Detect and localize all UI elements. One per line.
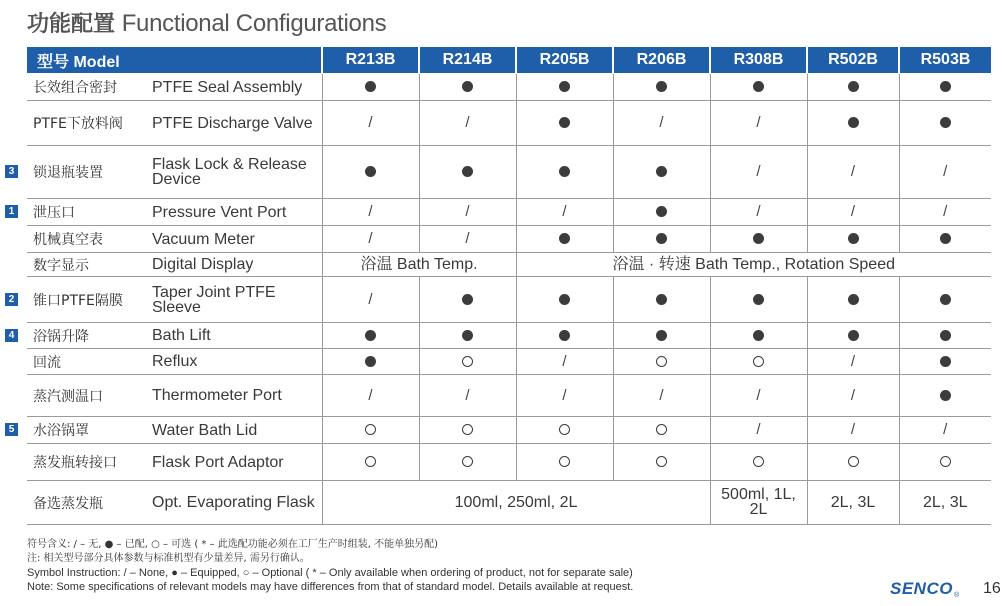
slash-icon: / [756, 203, 761, 220]
none-symbol [613, 375, 710, 417]
slash-icon: / [850, 352, 856, 370]
slash-icon: / [368, 386, 373, 404]
filled-dot-icon [940, 356, 951, 367]
model-col-header: R206B [613, 47, 710, 74]
slash-icon: / [368, 203, 373, 220]
equipped-symbol [807, 101, 899, 146]
feature-name-zh: 浴锅升降 [27, 323, 152, 349]
slash-icon: / [465, 203, 470, 220]
none-symbol [516, 375, 613, 417]
section-marker: 4 [5, 329, 18, 342]
feature-name-zh: 蒸发瓶转接口 [27, 444, 152, 481]
optional-symbol [613, 349, 710, 375]
filled-dot-icon [559, 330, 570, 341]
slash-icon: / [943, 203, 948, 220]
filled-dot-icon [753, 233, 764, 244]
page-title [27, 9, 386, 39]
equipped-symbol [807, 323, 899, 349]
optional-symbol [419, 349, 516, 375]
none-symbol [710, 101, 807, 146]
feature-name-zh: PTFE下放料阀 [27, 101, 152, 146]
slash-icon: / [562, 352, 567, 370]
equipped-symbol [613, 226, 710, 253]
optional-symbol [419, 444, 516, 481]
filled-dot-icon [365, 330, 376, 341]
page-title-zh: 功能配置 [27, 12, 116, 37]
none-symbol [322, 375, 419, 417]
feature-name-en: Thermometer Port [152, 375, 322, 417]
open-circle-icon [365, 456, 376, 467]
filled-dot-icon [940, 294, 951, 305]
equipped-symbol [899, 74, 991, 101]
filled-dot-icon [848, 117, 859, 128]
filled-dot-icon [559, 117, 570, 128]
filled-dot-icon [559, 233, 570, 244]
slash-icon: / [943, 163, 948, 180]
display-spec-text: 浴温 Bath Temp. [360, 255, 478, 273]
optional-symbol [613, 417, 710, 444]
open-circle-icon [462, 356, 473, 367]
equipped-symbol [613, 277, 710, 323]
open-circle-icon [656, 424, 667, 435]
feature-name-en: Bath Lift [152, 323, 322, 349]
slash-icon: / [659, 114, 664, 131]
filled-dot-icon [940, 233, 951, 244]
slash-icon: / [850, 163, 856, 180]
filled-dot-icon [848, 294, 859, 305]
none-symbol [807, 146, 899, 199]
optional-symbol [516, 444, 613, 481]
equipped-symbol [516, 101, 613, 146]
feature-name-en: Digital Display [152, 253, 322, 277]
feature-name-en: Pressure Vent Port [152, 199, 322, 226]
equipped-symbol [419, 277, 516, 323]
model-col-header: R502B [807, 47, 899, 74]
filled-dot-icon [656, 294, 667, 305]
open-circle-icon [462, 456, 473, 467]
optional-symbol [807, 444, 899, 481]
slash-icon: / [465, 230, 470, 247]
open-circle-icon [656, 456, 667, 467]
none-symbol [419, 199, 516, 226]
flask-option-cell [322, 481, 710, 525]
table-row [27, 444, 991, 481]
model-header [27, 47, 322, 74]
table-row [27, 199, 991, 226]
slash-icon: / [368, 230, 373, 247]
open-circle-icon [940, 456, 951, 467]
slash-icon: / [850, 421, 856, 438]
none-symbol [419, 226, 516, 253]
none-symbol [322, 101, 419, 146]
note-line: 注: 相关型号部分具体参数与标准机型有少量差异, 需另行确认。 [27, 553, 310, 564]
functional-config-table [27, 47, 991, 525]
optional-symbol [710, 444, 807, 481]
feature-name-zh: 锥口PTFE隔膜 [27, 277, 152, 323]
slash-icon: / [756, 114, 761, 131]
filled-dot-icon [559, 166, 570, 177]
feature-name-en: Flask Lock & Release Device [152, 146, 322, 199]
none-symbol [516, 349, 613, 375]
none-symbol [899, 146, 991, 199]
filled-dot-icon [462, 81, 473, 92]
model-col-header: R205B [516, 47, 613, 74]
equipped-symbol [419, 74, 516, 101]
slash-icon: / [562, 386, 567, 404]
equipped-symbol [613, 74, 710, 101]
none-symbol [899, 417, 991, 444]
none-symbol [613, 101, 710, 146]
filled-dot-icon [753, 294, 764, 305]
note-line: 符号含义: / – 无, ● – 已配, ○ – 可选 ( * – 此选配功能必须在工厂生产时组装, 不能单独另配) [27, 539, 439, 550]
slash-icon: / [850, 386, 856, 404]
flask-option-text: 100ml, 250ml, 2L [454, 493, 578, 511]
equipped-symbol [516, 146, 613, 199]
filled-dot-icon [753, 81, 764, 92]
feature-name-zh: 长效组合密封 [27, 74, 152, 101]
table-row [27, 101, 991, 146]
filled-dot-icon [940, 81, 951, 92]
feature-name-en: Water Bath Lid [152, 417, 322, 444]
optional-symbol [899, 444, 991, 481]
none-symbol [710, 199, 807, 226]
open-circle-icon [365, 424, 376, 435]
none-symbol [322, 199, 419, 226]
none-symbol [322, 226, 419, 253]
filled-dot-icon [940, 390, 951, 401]
feature-name-zh: 回流 [27, 349, 152, 375]
feature-name-en: PTFE Discharge Valve [152, 101, 322, 146]
none-symbol [710, 417, 807, 444]
open-circle-icon [559, 456, 570, 467]
filled-dot-icon [753, 330, 764, 341]
open-circle-icon [559, 424, 570, 435]
equipped-symbol [899, 349, 991, 375]
filled-dot-icon [462, 294, 473, 305]
table-header-row [27, 47, 991, 74]
display-spec-text: 浴温 · 转速 Bath Temp., Rotation Speed [612, 255, 895, 273]
open-circle-icon [656, 356, 667, 367]
table-row [27, 481, 991, 525]
equipped-symbol [419, 323, 516, 349]
none-symbol [710, 375, 807, 417]
none-symbol [807, 199, 899, 226]
equipped-symbol [899, 226, 991, 253]
model-col-header: R503B [899, 47, 991, 74]
equipped-symbol [322, 146, 419, 199]
none-symbol [322, 277, 419, 323]
brand-logo [890, 579, 960, 599]
flask-option-text: 500ml, 1L, 2L [721, 485, 796, 518]
feature-name-en: PTFE Seal Assembly [152, 74, 322, 101]
equipped-symbol [516, 226, 613, 253]
filled-dot-icon [940, 117, 951, 128]
feature-name-zh: 备选蒸发瓶 [27, 481, 152, 525]
equipped-symbol [516, 74, 613, 101]
equipped-symbol [710, 226, 807, 253]
table-row [27, 226, 991, 253]
equipped-symbol [807, 74, 899, 101]
none-symbol [419, 375, 516, 417]
equipped-symbol [807, 226, 899, 253]
table-row [27, 74, 991, 101]
slash-icon: / [943, 421, 948, 438]
filled-dot-icon [656, 206, 667, 217]
equipped-symbol [419, 146, 516, 199]
equipped-symbol [899, 323, 991, 349]
feature-name-en: Opt. Evaporating Flask [152, 481, 322, 525]
feature-name-zh: 泄压口 [27, 199, 152, 226]
section-marker: 2 [5, 293, 18, 306]
slash-icon: / [756, 386, 761, 404]
none-symbol [807, 375, 899, 417]
feature-name-zh: 水浴锅罩 [27, 417, 152, 444]
model-header-en: Model [73, 53, 120, 71]
section-marker: 1 [5, 205, 18, 218]
model-col-header: R213B [322, 47, 419, 74]
none-symbol [516, 199, 613, 226]
section-marker: 3 [5, 165, 18, 178]
flask-option-cell [710, 481, 807, 525]
flask-option-text: 2L, 3L [923, 493, 968, 511]
table-row [27, 146, 991, 199]
none-symbol [807, 349, 899, 375]
equipped-symbol [613, 146, 710, 199]
model-col-header: R308B [710, 47, 807, 74]
filled-dot-icon [365, 81, 376, 92]
none-symbol [710, 146, 807, 199]
table-row [27, 323, 991, 349]
feature-name-en: Reflux [152, 349, 322, 375]
open-circle-icon [848, 456, 859, 467]
filled-dot-icon [848, 233, 859, 244]
brand-reg-mark: ® [953, 592, 960, 599]
equipped-symbol [322, 323, 419, 349]
equipped-symbol [710, 74, 807, 101]
equipped-symbol [613, 199, 710, 226]
optional-symbol [419, 417, 516, 444]
slash-icon: / [756, 163, 761, 180]
open-circle-icon [462, 424, 473, 435]
note-line: Note: Some specifications of relevant models may have differences from that of standard model. Details available at request. [27, 581, 634, 593]
optional-symbol [322, 444, 419, 481]
equipped-symbol [322, 349, 419, 375]
filled-dot-icon [940, 330, 951, 341]
section-marker: 5 [5, 423, 18, 436]
optional-symbol [322, 417, 419, 444]
filled-dot-icon [365, 356, 376, 367]
table-row [27, 417, 991, 444]
table-row [27, 277, 991, 323]
equipped-symbol [710, 323, 807, 349]
filled-dot-icon [462, 166, 473, 177]
equipped-symbol [516, 323, 613, 349]
slash-icon: / [368, 290, 373, 308]
filled-dot-icon [365, 166, 376, 177]
flask-option-text: 2L, 3L [830, 493, 876, 511]
note-line: Symbol Instruction: / – None, ● – Equipped, ○ – Optional ( * – Only available when ordering of product, not for separate sale) [27, 567, 633, 579]
slash-icon: / [850, 203, 856, 220]
none-symbol [899, 199, 991, 226]
optional-symbol [710, 349, 807, 375]
filled-dot-icon [656, 166, 667, 177]
feature-name-zh: 锁退瓶装置 [27, 146, 152, 199]
none-symbol [419, 101, 516, 146]
feature-name-en: Flask Port Adaptor [152, 444, 322, 481]
table-row [27, 253, 991, 277]
flask-option-cell [899, 481, 991, 525]
feature-name-en: Taper Joint PTFE Sleeve [152, 277, 322, 323]
filled-dot-icon [559, 294, 570, 305]
display-spec-cell [322, 253, 516, 277]
optional-symbol [613, 444, 710, 481]
flask-option-cell [807, 481, 899, 525]
equipped-symbol [899, 277, 991, 323]
feature-name-zh: 机械真空表 [27, 226, 152, 253]
slash-icon: / [465, 114, 470, 131]
equipped-symbol [899, 375, 991, 417]
feature-name-en: Vacuum Meter [152, 226, 322, 253]
slash-icon: / [368, 114, 373, 131]
filled-dot-icon [462, 330, 473, 341]
equipped-symbol [516, 277, 613, 323]
feature-name-zh: 蒸汽测温口 [27, 375, 152, 417]
slash-icon: / [562, 203, 567, 220]
filled-dot-icon [656, 330, 667, 341]
equipped-symbol [899, 101, 991, 146]
model-header-zh: 型号 [37, 51, 70, 71]
feature-name-zh: 数字显示 [27, 253, 152, 277]
page-title-en: Functional Configurations [121, 10, 387, 37]
filled-dot-icon [848, 330, 859, 341]
optional-symbol [516, 417, 613, 444]
equipped-symbol [807, 277, 899, 323]
table-row [27, 375, 991, 417]
equipped-symbol [322, 74, 419, 101]
open-circle-icon [753, 456, 764, 467]
equipped-symbol [710, 277, 807, 323]
model-col-header: R214B [419, 47, 516, 74]
page-number: 16 [983, 580, 1001, 597]
filled-dot-icon [848, 81, 859, 92]
symbol-notes [27, 538, 633, 594]
brand-name: SENCO [890, 579, 953, 598]
filled-dot-icon [656, 81, 667, 92]
filled-dot-icon [559, 81, 570, 92]
none-symbol [807, 417, 899, 444]
slash-icon: / [659, 386, 664, 404]
slash-icon: / [465, 386, 470, 404]
open-circle-icon [753, 356, 764, 367]
slash-icon: / [756, 421, 761, 438]
display-spec-cell [516, 253, 991, 277]
table-row [27, 349, 991, 375]
equipped-symbol [613, 323, 710, 349]
filled-dot-icon [656, 233, 667, 244]
